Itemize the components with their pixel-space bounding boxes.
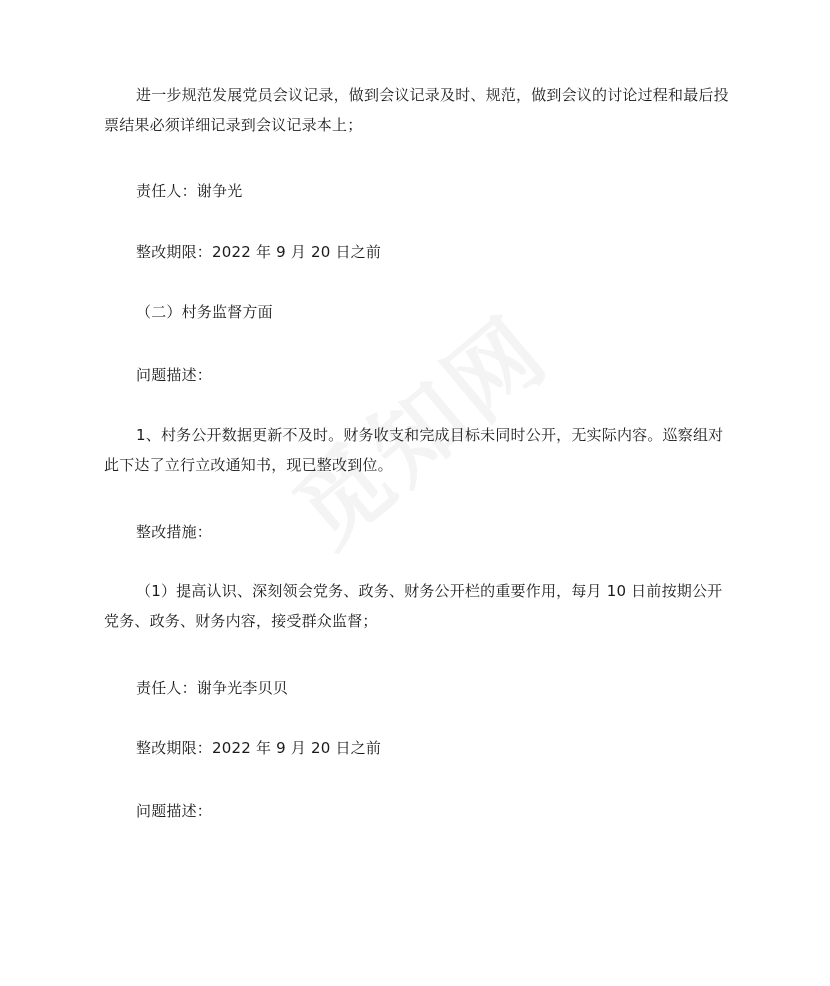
paragraph-measure-item-1: （1）提高认识、深刻领会党务、政务、财务公开栏的重要作用，每月 10 日前按期公开党务、政务、财务内容，接受群众监督； <box>104 582 723 630</box>
paragraph-responsible-person-2: 责任人：谢争光李贝贝 <box>136 679 289 697</box>
paragraph-responsible-person-1: 责任人：谢争光 <box>136 182 243 200</box>
paragraph-meeting-records: 进一步规范发展党员会议记录，做到会议记录及时、规范，做到会议的讨论过程和最后投票结果必须详细记录到会议记录本上； <box>104 86 729 134</box>
paragraph-deadline-1: 整改期限：2022 年 9 月 20 日之前 <box>136 243 382 261</box>
paragraph-deadline-2: 整改期限：2022 年 9 月 20 日之前 <box>136 739 382 757</box>
paragraph-problem-item-1: 1、村务公开数据更新不及时。财务收支和完成目标未同时公开，无实际内容。巡察组对此下达了立行立改通知书，现已整改到位。 <box>104 426 724 474</box>
paragraph-problem-description-2: 问题描述： <box>136 802 213 820</box>
paragraph-rectification-measures: 整改措施： <box>136 523 213 541</box>
section-heading-village-supervision: （二）村务监督方面 <box>136 303 273 321</box>
paragraph-problem-description-1: 问题描述： <box>136 366 213 384</box>
